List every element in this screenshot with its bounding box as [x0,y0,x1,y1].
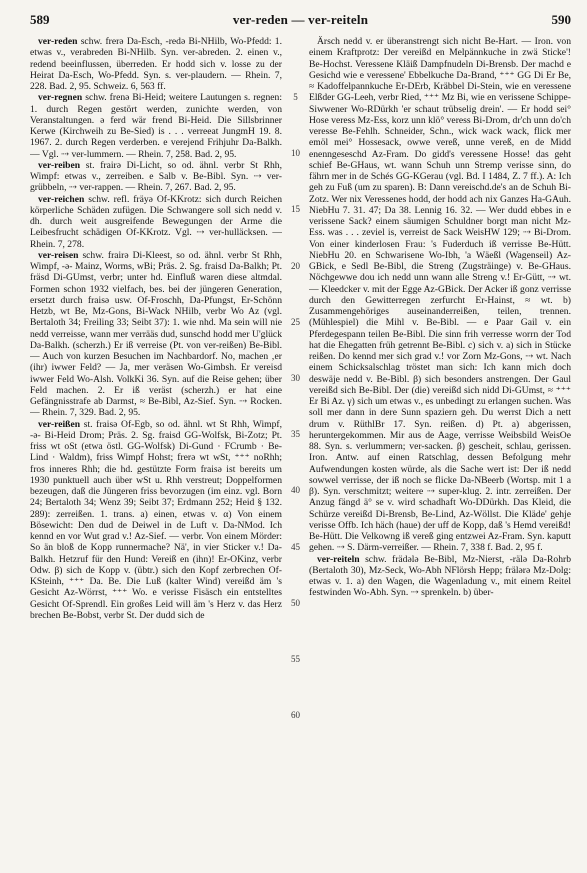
line-number: 60 [291,710,300,721]
dictionary-entry [30,250,282,419]
entry-headword: ver-reisen [38,249,79,261]
line-number-gutter [282,36,309,857]
entry-headword: ver-reichen [38,193,85,205]
page-header [30,10,571,30]
line-number: 20 [291,260,300,271]
line-number: 25 [291,316,300,327]
line-number: 35 [291,429,300,440]
dictionary-entry [30,160,282,194]
dictionary-entry [30,36,282,92]
entry-body: st. fraisə Of-Egb, so od. ähnl. wt St Rhh, Wimpf, -ǝ- Bi-Heid Drom; Präs. 2. Sg. fraisd GG-Wolfsk, Bi-Zotz; Pt. friss wt oSt (etwa östl. GG-Wolfsk) Di-Gund · FCrumb · Be-Lind · Waldm), friss Wimpf Hohst; frerə wt wSt, ⁺⁺⁺ noRhh; fros inneres Rhh; die hd. gestützte Form fraisə ist bereits um 1930 punktuell auch über wSt u. Rhh verstreut; Doppelformen bezeugen, daß die Jüngeren friss bevorzugen (im einz. vgl. Born 24; Bertaloth 34; Wenz 39; Seibt 37; Erdmann 252; Heid § 132. 289): zerreißen. 1. trans. a) einen, etwas v. α) Von einem Bösewicht: Den dud de Deiwel in de Luft v. Da-NMod. Ich kennd en vor Wut grad v.! Az-Sief. — verbr. Von einem Mörder: So än bloß de Kopp runnermache? Nä', in vier Sticker v.! Da-Balkh. Hetzruf für den Hund: Vereiß en (ihn)! Er-OKinz, verbr Odw. β) sich de Kopp v. (übtr.) sich den Kopf zerbrechen Of-KSteinh, ⁺⁺⁺ Da. Be. Die Luß (kalter Wind) vereißd äm 's Gesicht Az-Wörrst, ⁺⁺⁺ Wo. e verisse Fisäsch ein entstelltes Gesicht Of-Sprendl. Ein großes Leid will äm 's Herz v. das Herz brechen Be-Bobst, verbr St. Der dudd sich de [30,418,282,621]
line-number: 15 [291,204,300,215]
right-column [309,36,571,857]
right-page-number: 590 [551,12,571,27]
entry-headword: ver-reiben [38,159,81,171]
entry-headword: ver-reißen [38,418,81,430]
dictionary-entry [309,554,571,599]
entry-body: schw. frerə Da-Esch, -redə Bi-NHilb, Wo-Pfedd: 1. etwas v., verabreden Bi-NHilb. Syn. ver-abreden. 2. einen v., redend beeinflussen, überreden. Er hodd sich v. losse zu der Heirat Da-Esch, Wo-Pfedd. Syn. s. ver-plaudern. — Rhein. 7, 228. Bad. 2, 95. Schweiz. 6, 563 ff. [30,36,282,92]
entry-body: schw. refl. fräyə Of-KKrotz: sich durch Reichen körperliche Schäden zufügen. Die Schwangere soll sich nedd v. dh. durch weit ausgreifende Bewegungen der Arme die Leibesfrucht schädigen Of-KKrotz. Vgl. ⇢ ver-hulläcksen. — Rhein. 7, 278. [30,193,282,250]
entry-headword: ver-reiteln [317,553,360,565]
entry-body: st. frairə Di-Licht, so od. ähnl. verbr St Rhh, Wimpf: etwas v., zerreiben. e Salb v. Be-Bibl. Syn. ⇢ ver-grübbeln, ⇢ ver-rappen. — Rhein. 7, 267. Bad. 2, 95. [30,159,282,194]
line-number: 5 [293,92,298,102]
dictionary-entry [30,194,282,250]
dictionary-entry [309,36,571,554]
left-column [30,36,282,857]
line-number: 10 [291,148,300,159]
entry-body: Ärsch nedd v. er überanstrengt sich nicht Be-Hart. — Iron. von einem Kraftprotz: Der vereißd en Melpännkuche in zwä Sticke'! Be-Hochst. Veressene Kläiß Dampfnudeln Di-Brensb. Der machd e Gesichd wie e veressene' Ebbelkuche Da-Brand, ⁺⁺⁺ GG Di Er Be, ≈ Kadoffelpannkuche Er-DErb, Kräbbel Di-Stein, wie en veressene Elßder GG-Leeh, verbr Ried, ⁺⁺⁺ Mz Bi, wie en verissene Schippe-Siwwener Wo-RDürkh 'er schaut trübselig drein'. — Er hodd sei° Hose veress Mz-Ess, korz unn klö° veress Bi-Drom, dr'ch unn do'ch veresse Be-Fehlh. Schneider, Schn., wick wack wack, flick mer emöl mei° Hossesack, owwe vereß, unne vereß, en de Midd enenngeseschd Az-Fram. Do gidd's veressene Hosse! das geht schief Be-GHaus, wt. wann Schuh unn Stremp verisse sinn, do fährn mer in de Schés GG-KGerau (vgl. Bd. I 1484, Z. 7 ff.). A: Ich geh zu Fuß (um zu sparen). B: Dann vereischd.de's an de Schuh Bi-Zotz. Wer nix Veressenes hodd, der hodd ach nix Ganzes Ha-GAuh. NiebHu 7. 31. 47; Da 38. Lennig 16. 32. — Wer dudd ebbes in e verissene Sack? einem säumigen Schuldner borgt man nicht Mz-Ess. was . . . zeviel is, verreist de Sack WeisHW 129; ⇢ Bi-Drom. Von einer kinderlosen Frau: 's Fuderduch iß verrisse Be-Hütt. NiebHu 20. en Schwarisene Wo-Ibh, 'a Wäeßl (Wagenseil) Az-GBick, e Sedl Be-Bibl, die Streng (Zugsträinge) v. Be-GHaus. Nöchgewwe dou ich nedd unn wann alle Streng v.! Er-Gütt, ⇢ wt. — Kleedcker v. mit der Egge Az-GBick. Der Acker iß gonz verrisse durch den Gewitterregen zerfurcht Er-Hainst, ≈ wt. b) Zusammengehöriges auseinanderreißen, teilen, trennen. (Mühlespiel) die Mihl v. Be-Bibl. — e Paar Gail v. ein Pferdegespann teilen Be-Bibl. Die sinn frih verresse worrn der Tod hat die Ehegatten früh getrennt Be-Bibl. c) sich v. a) sich in Stücke reißen. Do kennd mer sich grad v.! vor Zorn Mz-Gons, ⇢ wt. Nach einem Schicksalschlag tröstet man sich: Ich kann mich doch deswäje nedd v. Be-Bibl. β) sich besonders anstrengen. Der Gaul vereißd sich Be-Bibl. Der (die) vereißd sich nidd Di-GUmst, ≈ ⁺⁺⁺ Er Bi Az. γ) sich um etwas v., es unbedingt zu erlangen suchen. Was soll mer dann in dere Sunn spaziern geh. Du werrst Dich a nett drum v. RüthlBr 17. Syn. reißen. d) Pt. a) abgerissen, heruntergekommen. Mir aus de Aage, verrisse Weibsbild WeisOe 88. Syn. s. verlummern; ver-sacken. β) gescheit, schlau, gerissen. Iron. Antw. auf einen Ratschlag, dessen Befolgung mehr Aufwendungen kosten würde, als die Sache wert ist: Der iß nedd sowwel verrisse, der iß noch se flicke Da-NBeerb (Wortsp. mit 1 a β). Syn. verschmitzt; weitere ⇢ super-klug. 2. intr. zerreißen. Der Anzug fängd ä° se v. wird schadhaft Wo-DDürkh. Das Kleid, die Schürze vereißd Di-Brensb, Be-Lind, Az-Wöllst. Die Kläde' gehje verisse Offb. Ich häch (haue) der uff de Kopp, daß 's Hemd vereißd! Be-Hütt. Die Velkowng iß vereß ging entzwei Az-Fram. Syn. kaputt gehen. ⇢ S. Därm-verreißer. — Rhein. 7, 338 f. Bad. 2, 95 f. [309,36,571,554]
entry-body: schw. frairə Di-Kleest, so od. ähnl. verbr St Rhh, Wimpf, -ǝ- Mainz, Worms, wBi; Präs. 2. Sg. fraisd Da-Balkh; Pt. fräsd Di-GUmst, verbr; unter hd. Einfluß waren diese altmdal. Formen schon 1932 vielfach, bes. bei der jüngeren Generation, ersetzt durch fraisə usw. Of-Froschh, Da-Pfungst, Er-Schönn Hetzb, wt Be, Mz-Gons, Bi-Wack NHilb, verbr Wo Az (vgl. Bertaloth 34; Freiling 33; Seibt 37): 1. wie nhd. Ma sein will nie nedd verreisse, wann mer verrääs dud, sunschd hodd mer U'glück Da-Balkh. (scherzh.) Er iß verreise (Pt. von ver-reißen) Be-Bibl. — Auch von kurzen Besuchen im Nachbardorf. No, machen ‚er (ihr) iwwer Feld? — Ja, mer veräsen Wo-Gimbsh. Er vereisd iwwer Feld Wo-Alsh. VolkKi 36. Syn. auf die Reise gehen; über Feld machen. 2. Er iß veräst (scherzh.) er hat eine Gefängnisstrafe ab Darmst, ≈ Be-Bibl, Az-Sief. Syn. ⇢ Rocken. — Rhein. 7, 329. Bad. 2, 95. [30,249,282,419]
entry-headword: ver-regnen [38,92,83,104]
line-number: 40 [291,485,300,496]
running-title: ver-reden — ver-reiteln [232,12,369,27]
dictionary-entry [30,419,282,622]
line-number: 30 [291,373,300,383]
entry-body: schw. frenə Bi-Heid; weitere Lautungen s. regnen: 1. durch Regen gestört werden, zunichte werden, von Veranstaltungen. ə ferd wär frend Bi-Heid. Die Sillsbrinner Kerwe (Kirchweih zu Be-Sied) is . . . verreeat JungmH 19. 8. 1967. 2. durch Regen verderben. e verejend Frihjuhr Da-Balkh. — Vgl. ⇢ ver-lummern. — Rhein. 7, 258. Bad. 2, 95. [30,92,282,160]
entry-body: schw. frädələ Be-Bibl, Mz-Nierst, -rälə Da-Rohrb (Bertaloth 30), Mz-Seck, Wo-Abh NFlörsh Hepp; frälərə Mz-Dolg: etwas v. 1. a) den Wagen, die Wagenladung v., mit einem Reitel festwinden Wo-Abh. Syn. ⇢ sprenkeln. b) über- [309,553,571,599]
text-columns [30,36,571,857]
left-page-number: 589 [30,12,50,27]
line-number: 50 [291,597,300,608]
line-number: 45 [291,541,300,552]
dictionary-entry [30,92,282,160]
line-number: 55 [291,654,300,664]
entry-headword: ver-reden [38,36,78,47]
